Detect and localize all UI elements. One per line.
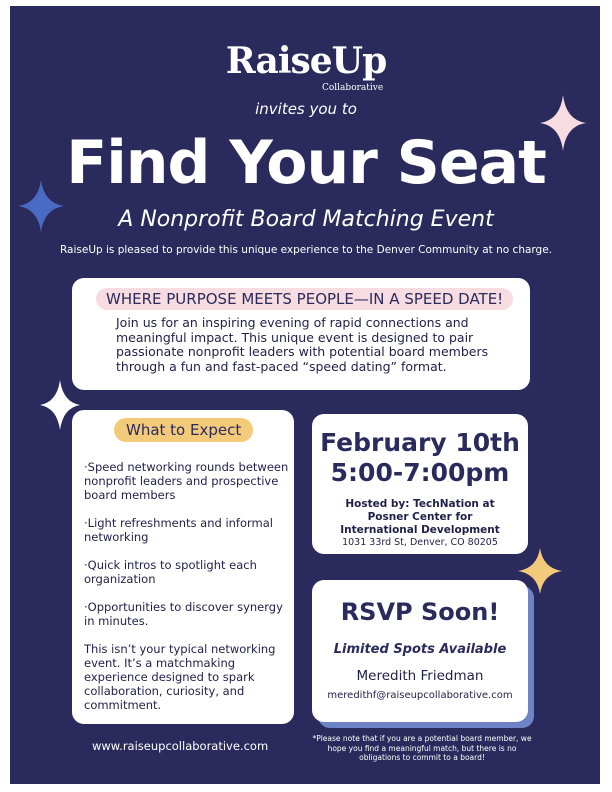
event-time: 5:00-7:00pm — [330, 458, 510, 487]
intro-text: RaiseUp is pleased to provide this unique experience to the Denver Community at no charge. — [59, 244, 553, 256]
event-subtitle: A Nonprofit Board Matching Event — [118, 207, 494, 232]
brand-tagline: Collaborative — [322, 83, 384, 93]
event-address: 1031 33rd St, Denver, CO 80205 — [342, 537, 498, 548]
event-date: February 10th — [320, 428, 520, 457]
event-date-time — [312, 428, 528, 488]
event-title: Find Your Seat — [66, 128, 546, 198]
rsvp-card — [312, 580, 528, 722]
purpose-card — [72, 278, 530, 390]
contact-name: Meredith Friedman — [356, 668, 484, 684]
expect-list — [84, 460, 290, 712]
expect-item: ·Light refreshments and informal networking — [84, 516, 273, 544]
footnote: *Please note that if you are a potential board member, we hope you find a meaningful match, but there is no obligations to commit to a board! — [312, 734, 532, 762]
host-line: Hosted by: TechNation at — [345, 498, 495, 510]
contact-email: meredithf@raiseupcollaborative.com — [327, 690, 513, 701]
limited-spots: Limited Spots Available — [333, 642, 507, 657]
expect-closing: This isn’t your typical networking event. It’s a matchmaking experience designed to spark collaboration, curiosity, and commitment. — [84, 642, 276, 712]
rsvp-heading: RSVP Soon! — [340, 598, 500, 626]
brand-logo: RaiseUp — [225, 40, 387, 82]
purpose-body: Join us for an inspiring evening of rapid connections and meaningful impact. This unique event is designed to pair passionate nonprofit leaders with potential board members through a fun and fast-paced “speed dating” format. — [116, 315, 489, 374]
event-host — [312, 498, 528, 537]
expect-item: ·Quick intros to spotlight each organization — [84, 558, 257, 586]
expect-item: ·Speed networking rounds between nonprofit leaders and prospective board members — [84, 460, 289, 502]
expect-card — [72, 410, 294, 724]
expect-heading: What to Expect — [114, 418, 253, 442]
invite-line: invites you to — [255, 100, 357, 118]
host-line: Posner Center for — [367, 511, 473, 523]
purpose-heading: WHERE PURPOSE MEETS PEOPLE—IN A SPEED DATE! — [96, 288, 513, 310]
event-details-card — [312, 414, 528, 554]
website-url: www.raiseupcollaborative.com — [92, 739, 269, 753]
expect-item: ·Opportunities to discover synergy in minutes. — [84, 600, 283, 628]
host-line: International Development — [340, 524, 500, 536]
